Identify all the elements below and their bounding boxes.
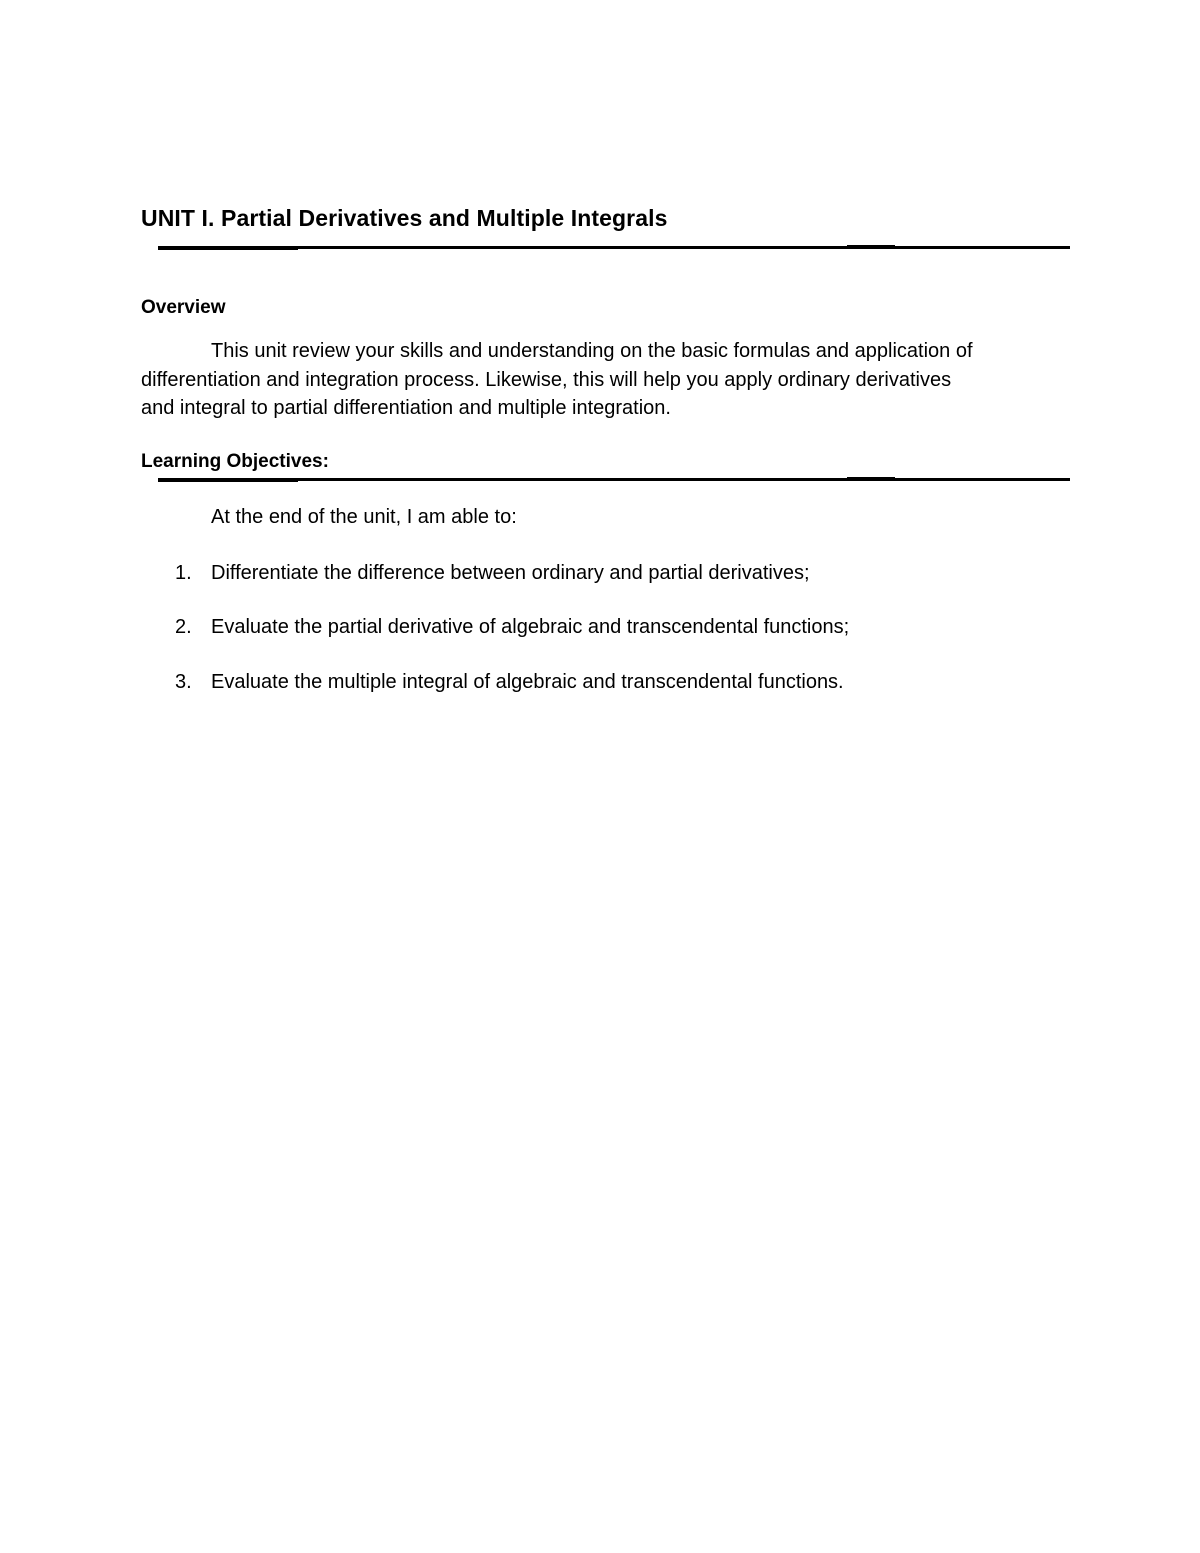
- divider-accent-left: [158, 247, 298, 250]
- objective-text: Evaluate the partial derivative of algebraic and transcendental functions;: [211, 616, 850, 638]
- objective-number: 3.: [175, 671, 192, 693]
- overview-line: and integral to partial differentiation and multiple integration.: [141, 397, 671, 419]
- overview-heading: Overview: [141, 297, 226, 318]
- title-divider: [158, 246, 1070, 249]
- objective-text: Differentiate the difference between ordinary and partial derivatives;: [211, 562, 810, 584]
- learning-objectives-heading: Learning Objectives:: [141, 451, 329, 472]
- overview-line: differentiation and integration process. Likewise, this will help you apply ordinary derivatives: [141, 368, 952, 391]
- divider-accent-right: [847, 477, 895, 479]
- overview-line: This unit review your skills and understanding on the basic formulas and application of: [211, 340, 973, 362]
- unit-title: UNIT I. Partial Derivatives and Multiple Integrals: [141, 205, 668, 231]
- overview-paragraph: [141, 337, 1041, 423]
- objectives-divider: [158, 478, 1070, 481]
- divider-accent-left: [158, 479, 298, 482]
- divider-accent-right: [847, 245, 895, 247]
- objectives-intro: At the end of the unit, I am able to:: [211, 506, 517, 528]
- objective-number: 1.: [175, 562, 192, 584]
- objective-text: Evaluate the multiple integral of algebraic and transcendental functions.: [211, 671, 844, 693]
- objective-number: 2.: [175, 616, 192, 638]
